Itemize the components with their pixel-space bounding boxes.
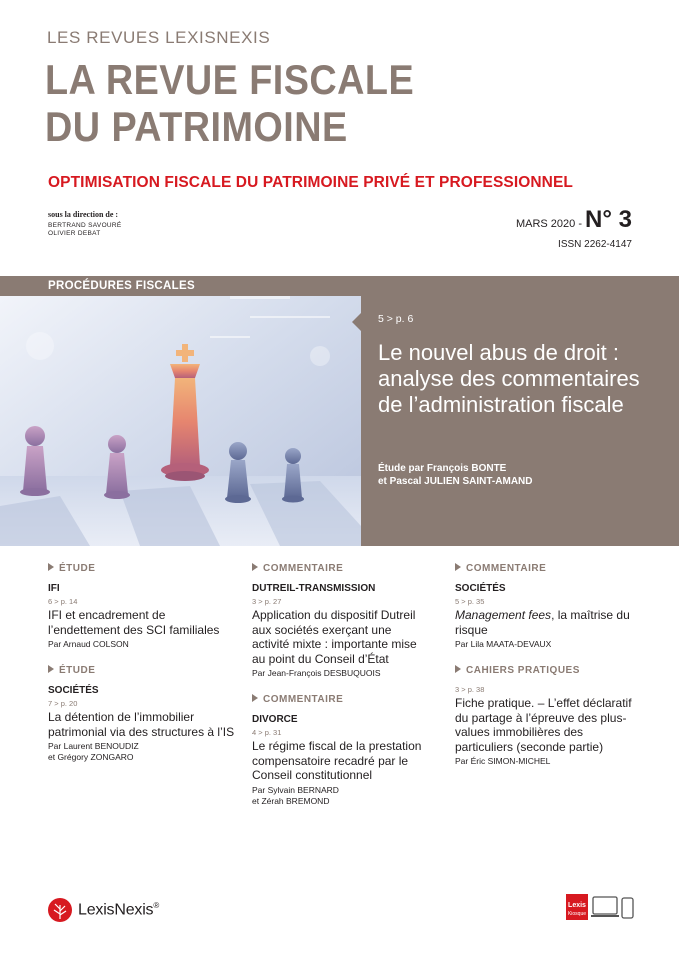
- article-title: Application du dispositif Dutreil aux sociétés exerçant une activité mixte : importante mise au point du Conseil d’État: [252, 608, 417, 666]
- triangle-icon: [455, 563, 461, 571]
- article-author: Par Sylvain BERNARD et Zérah BREMOND: [252, 784, 339, 806]
- article-block: [252, 694, 432, 807]
- lead-author-line1: Étude par François BONTE: [378, 463, 507, 474]
- panel-pointer: [352, 313, 361, 331]
- journal-title-line2: DU PATRIMOINE: [45, 103, 348, 150]
- section-band: [0, 276, 361, 296]
- article-rubric: SOCIÉTÉS: [455, 583, 506, 594]
- article-category: CAHIERS PRATIQUES: [455, 665, 635, 676]
- direction-label: sous la direction de :: [48, 210, 119, 219]
- lead-reference: 5 > p. 6: [378, 313, 414, 325]
- column-2: [252, 563, 432, 822]
- article-ref: 5 > p. 35: [455, 597, 485, 606]
- article-category: COMMENTAIRE: [455, 563, 635, 574]
- article-author: Par Laurent BENOUDIZ et Grégory ZONGARO: [48, 741, 139, 762]
- article-rubric: DUTREIL-TRANSMISSION: [252, 583, 376, 594]
- article-category: COMMENTAIRE: [252, 694, 432, 705]
- article-title: IFI et encadrement de l’endettement des SCI familiales: [48, 608, 220, 637]
- publisher-logo: [47, 897, 159, 923]
- journal-subtitle: OPTIMISATION FISCALE DU PATRIMOINE PRIVÉ ET PROFESSIONNEL: [48, 174, 573, 191]
- article-author: Par Lila MAATA-DEVAUX: [455, 639, 552, 649]
- triangle-icon: [252, 563, 258, 571]
- article-category: ÉTUDE: [48, 563, 236, 574]
- lexis-kiosque-badge: [566, 894, 634, 925]
- journal-title: [45, 56, 414, 150]
- article-rubric: SOCIÉTÉS: [48, 685, 99, 696]
- article-ref: 4 > p. 31: [252, 728, 282, 737]
- article-author: Par Éric SIMON-MICHEL: [455, 756, 551, 766]
- lexisnexis-tree-icon: [47, 897, 73, 923]
- article-ref: 6 > p. 14: [48, 597, 78, 606]
- article-title: Le régime fiscal de la prestation compensatoire recadré par le Conseil constitutionnel: [252, 739, 422, 782]
- article-category: COMMENTAIRE: [252, 563, 432, 574]
- article-block: [252, 563, 432, 679]
- article-author: Par Jean-François DESBUQUOIS: [252, 668, 381, 678]
- triangle-icon: [455, 665, 461, 673]
- series-name: LES REVUES LEXISNEXIS: [47, 28, 271, 47]
- article-ref: 3 > p. 38: [455, 685, 485, 694]
- chess-pieces-illustration: [0, 276, 361, 546]
- director-name: OLIVIER DEBAT: [48, 230, 101, 237]
- article-block: [48, 563, 236, 650]
- article-author: Par Arnaud COLSON: [48, 639, 129, 649]
- triangle-icon: [48, 665, 54, 673]
- director-name: BERTRAND SAVOURÉ: [48, 222, 122, 229]
- article-ref: 3 > p. 27: [252, 597, 282, 606]
- article-rubric: DIVORCE: [252, 714, 298, 725]
- devices-icon: [566, 894, 634, 920]
- publisher-name: LexisNexis®: [78, 900, 160, 919]
- section-label: PROCÉDURES FISCALES: [48, 280, 195, 292]
- column-3: [455, 563, 635, 782]
- article-title: La détention de l’immobilier patrimonial via des structures à l’IS: [48, 710, 235, 739]
- article-category: ÉTUDE: [48, 665, 236, 676]
- journal-title-line1: LA REVUE FISCALE: [45, 56, 415, 103]
- article-ref: 7 > p. 20: [48, 699, 78, 708]
- article-block: [455, 563, 635, 650]
- issn: ISSN 2262-4147: [558, 239, 632, 250]
- triangle-icon: [252, 694, 258, 702]
- article-block: [455, 665, 635, 767]
- issue-info: [516, 206, 632, 234]
- column-1: [48, 563, 236, 778]
- kiosque-line1: Lexis: [568, 902, 586, 909]
- lead-author-line2: et Pascal JULIEN SAINT-AMAND: [378, 476, 533, 487]
- lead-title: Le nouvel abus de droit : analyse des commentaires de l’administration fiscale: [378, 340, 640, 417]
- triangle-icon: [48, 563, 54, 571]
- issue-number: N° 3: [585, 206, 632, 233]
- issue-date: MARS 2020 -: [515, 218, 586, 230]
- article-block: [48, 665, 236, 763]
- article-title: Fiche pratique. – L’effet déclaratif du partage à l’épreuve des plus-values immobilières des particuliers (seconde partie): [455, 696, 632, 754]
- article-rubric: IFI: [48, 583, 60, 594]
- kiosque-line2: Kiosque: [567, 911, 587, 917]
- article-title: Management fees, la maîtrise du risque: [455, 608, 630, 637]
- lead-author: [378, 462, 638, 488]
- hero-image: [0, 276, 361, 546]
